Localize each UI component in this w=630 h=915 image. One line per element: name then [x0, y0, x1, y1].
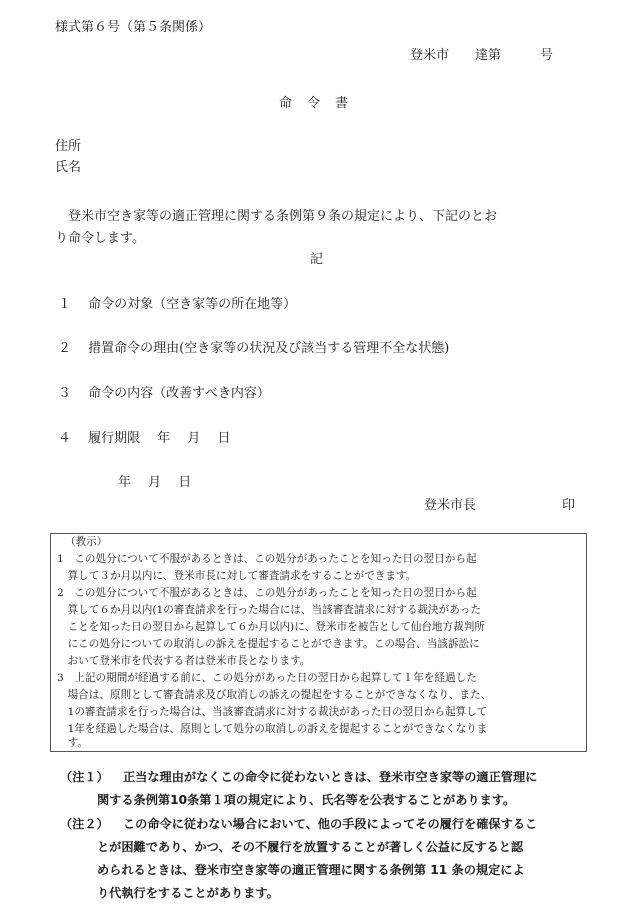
address-label: 住所	[55, 139, 82, 154]
item-target: １ 命令の対象（空き家等の所在地等）	[58, 297, 297, 312]
notice-line: 2 この処分について不服があるときは、この処分があったことを知った日の翌日から起	[57, 587, 477, 599]
signature-label: 登米市長	[424, 498, 477, 513]
note-2-line: この命令に従わない場合において、他の手段によってその履行を確保するこ	[123, 817, 538, 831]
notice-line: す。	[57, 737, 88, 749]
note-2-line: り代執行をすることがあります。	[97, 886, 279, 900]
item-reason: ２ 措置命令の理由(空き家等の状況及び該当する管理不全な状態)	[58, 341, 450, 356]
note-1-line: 正当な理由がなくこの命令に従わないときは、登米市空き家等の適正管理に	[123, 770, 538, 784]
intro-line-1: 登米市空き家等の適正管理に関する条例第９条の規定により、下記のとお	[55, 209, 498, 224]
note-1-line: 関する条例第10条第１項の規定により、氏名等を公表することがあります。	[97, 793, 516, 807]
intro-line-2: り命令します。	[55, 231, 145, 246]
item-content: ３ 命令の内容（改善すべき内容）	[58, 386, 270, 401]
notice-line: 1 この処分について不服があるときは、この処分があったことを知った日の翌日から起	[57, 553, 477, 565]
note-2-line: とが困難であり、かつ、その不履行を放置することが著しく公益に反すると認	[97, 840, 524, 854]
note-2-label: （注２）	[60, 817, 109, 831]
note-2-line: められるときは、登米市空き家等の適正管理に関する条例第 11 条の規定によ	[97, 863, 525, 877]
document-number: 登米市 達第 号	[410, 48, 554, 63]
issue-date: 年 月 日	[118, 475, 192, 490]
note-1-label: （注１）	[60, 770, 109, 784]
name-label: 氏名	[55, 160, 82, 175]
notice-line: 算して６か月以内(1の審査請求を行った場合には、当該審査請求に対する裁決があった	[57, 604, 481, 616]
notice-line: 1の審査請求を行った場合は、当該審査請求に対する裁決があった日の翌日から起算して	[57, 706, 488, 718]
notice-line: おいて登米市を代表する者は登米市長となります。	[57, 655, 311, 667]
ki-heading: 記	[310, 252, 324, 267]
item-deadline: ４ 履行期限 年 月 日	[58, 431, 231, 446]
form-number: 様式第６号（第５条関係）	[55, 20, 212, 35]
notice-line: にこの処分についての取消しの訴えを提起することができます。この場合、当該訴訟に	[57, 638, 480, 650]
notice-line: ことを知った日の翌日から起算して６か月以内)に、登米市を被告として仙台地方裁判所	[57, 621, 485, 633]
notice-line: 1年を経過した場合は、原則として処分の取消しの訴えを提起することができなくなりま	[57, 723, 488, 735]
notice-box	[50, 533, 587, 752]
seal-mark: 印	[562, 498, 576, 513]
notice-line: 3 上記の期間が経過する前に、この処分があった日の翌日から起算して１年を経過した	[57, 672, 477, 684]
notice-line: 算して３か月以内に、登米市長に対して審査請求をすることができます。	[57, 570, 417, 582]
notice-line: 場合は、原則として審査請求及び取消しの訴えの提起をすることができなくなり、また、	[57, 689, 492, 701]
page-title: 命 令 書	[279, 96, 350, 111]
notice-heading: （教示）	[65, 536, 108, 548]
